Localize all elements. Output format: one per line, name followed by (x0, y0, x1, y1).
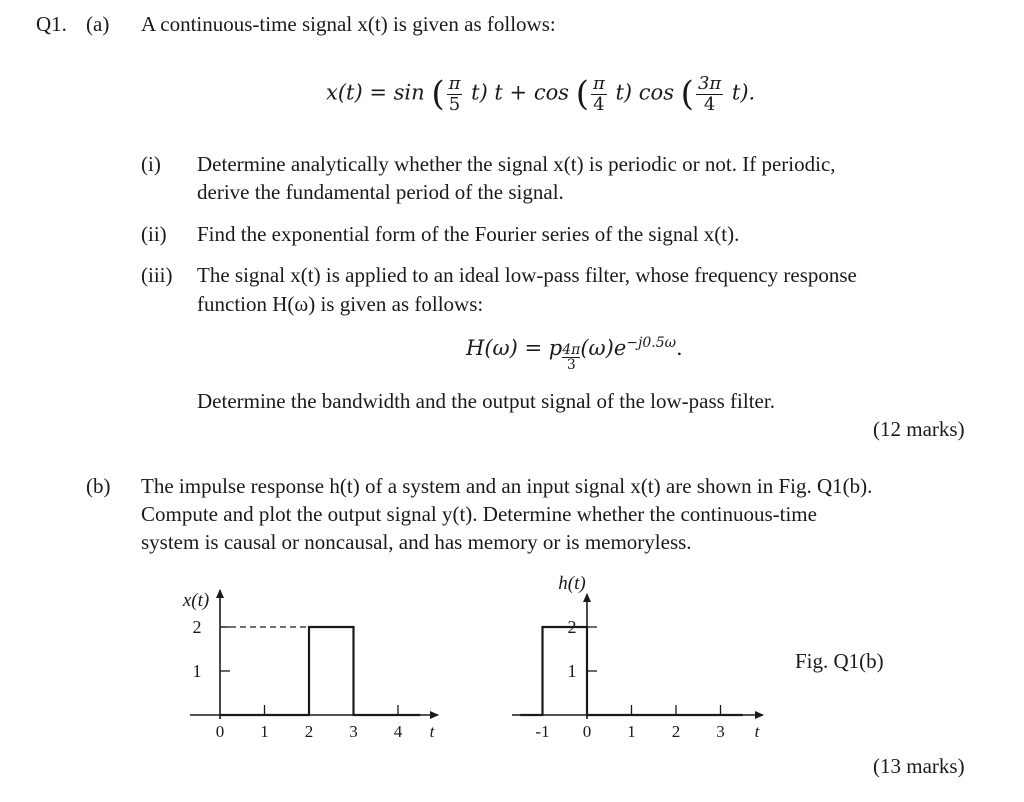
part-b-line3: system is causal or noncausal, and has memory or is memoryless. (141, 530, 692, 554)
eq-mid-1: t) t + cos (471, 80, 569, 105)
filter-eq-rest: (ω)e (580, 336, 627, 360)
eq-frac-1: $\frac{\pi}{5}$ (448, 72, 461, 115)
x-plot-signal (220, 627, 420, 715)
filter-eq-lhs: H(ω) = p (466, 336, 563, 360)
x-plot-ytick-label-2: 2 (192, 617, 202, 637)
filter-sub-num: 4π (562, 342, 581, 358)
x-plot-xtick-label-3: 3 (349, 722, 358, 741)
item-i-line2: derive the fundamental period of the signal. (197, 180, 564, 204)
x-plot-ytick-label-1: 1 (192, 661, 202, 681)
x-plot-xtick-label-2: 2 (304, 722, 314, 741)
h-plot-xlabel: t (754, 722, 760, 741)
question-number: Q1. (36, 12, 67, 36)
part-a-label: (a) (86, 12, 110, 36)
x-plot-xlabel: t (429, 722, 435, 741)
part-a-marks: (12 marks) (873, 417, 965, 441)
x-plot-xtick-label-4: 4 (393, 722, 403, 741)
eq-mid-2: t) cos (615, 80, 674, 105)
h-plot-xtick-label-0: 0 (582, 722, 592, 741)
h-plot-xtick-label-2: 2 (671, 722, 681, 741)
part-b-line1: The impulse response h(t) of a system and an input signal x(t) are shown in Fig. Q1(b). (141, 474, 873, 498)
x-plot-xtick-label-0: 0 (215, 722, 225, 741)
part-b-label: (b) (86, 474, 111, 498)
h-plot-title: h(t) (558, 573, 586, 594)
plot-x (182, 590, 438, 741)
filter-eq-exp: −j0.5ω (626, 335, 677, 351)
h-plot-xtick-label--1: -1 (535, 722, 550, 741)
item-iii-task: Determine the bandwidth and the output signal of the low-pass filter. (197, 389, 775, 413)
filter-sub-den: 3 (566, 357, 576, 373)
item-ii-label: (ii) (141, 222, 167, 246)
eq-lhs: x(t) = sin (326, 80, 425, 105)
h-plot-ytick-label-1: 1 (567, 661, 577, 681)
h-plot-signal (520, 627, 743, 715)
item-i-line1: Determine analytically whether the signal x(t) is periodic or not. If periodic, (197, 152, 836, 176)
signal-equation: x(t) = sin ( $\frac{\pi}{5}$ t) t + cos ( $\frac{\pi}{4}$ t) cos ( $\frac{3\pi}{4}$ t). (326, 72, 756, 115)
eq-frac-2: $\frac{\pi}{4}$ (592, 72, 605, 115)
x-plot-xtick-label-1: 1 (260, 722, 269, 741)
part-a-intro: A continuous-time signal x(t) is given as follows: (141, 12, 556, 36)
figure-caption: Fig. Q1(b) (795, 649, 884, 673)
h-plot-ytick-label-2: 2 (567, 617, 577, 637)
item-ii-line1: Find the exponential form of the Fourier series of the signal x(t). (197, 222, 740, 246)
item-i-label: (i) (141, 152, 161, 176)
filter-eq-end: . (676, 336, 683, 360)
item-iii-line2: function H(ω) is given as follows: (197, 292, 484, 316)
plot-h (512, 573, 763, 741)
item-iii-line1: The signal x(t) is applied to an ideal low-pass filter, whose frequency response (197, 263, 857, 287)
item-iii-label: (iii) (141, 263, 173, 287)
x-plot-title: x(t) (182, 590, 210, 611)
part-b-marks: (13 marks) (873, 754, 965, 778)
eq-frac-3: $\frac{3\pi}{4}$ (697, 72, 722, 115)
eq-end: t). (731, 80, 756, 105)
h-plot-xtick-label-3: 3 (716, 722, 725, 741)
part-b-line2: Compute and plot the output signal y(t). Determine whether the continuous-time (141, 502, 817, 526)
h-plot-xtick-label-1: 1 (627, 722, 636, 741)
